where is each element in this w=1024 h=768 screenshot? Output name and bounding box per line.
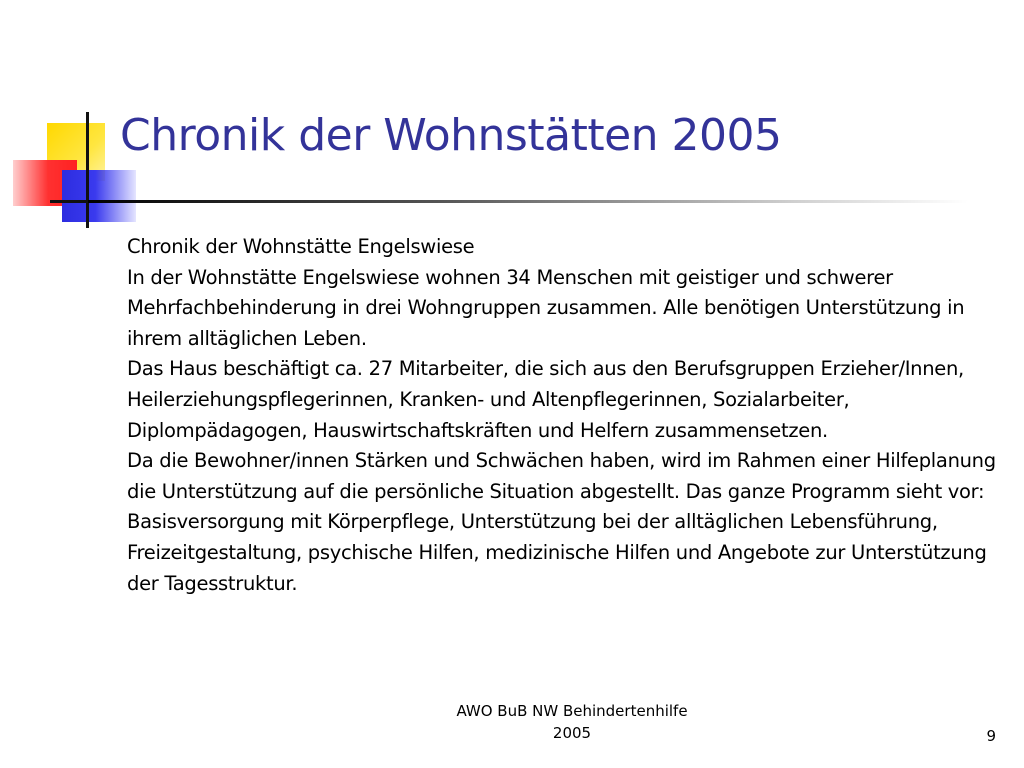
title-divider [88, 200, 968, 203]
body-paragraph-staff: Das Haus beschäftigt ca. 27 Mitarbeiter, die sich aus den Berufsgruppen Erzieher/Innen, Heilerziehungspflegerinnen, Kranken- und Altenpflegerinnen, Sozialarbeiter, Diplompädagogen, Hauswirtschaftskräften und Helfern zusammensetzen. [127, 357, 964, 442]
body-paragraph-residents: In der Wohnstätte Engelswiese wohnen 34 Menschen mit geistiger und schwerer Mehrfachbehinderung in drei Wohngruppen zusammen. Alle benötigen Unterstützung in ihrem alltäglichen Leben. [127, 265, 965, 350]
logo-vertical-line [86, 112, 89, 228]
slide-logo-graphic [0, 0, 140, 240]
footer-line-1: AWO BuB NW Behindertenhilfe [456, 702, 688, 720]
body-paragraph-heading: Chronik der Wohnstätte Engelswiese [127, 235, 475, 258]
slide-title: Chronik der Wohnstätten 2005 [120, 110, 782, 161]
slide-page-number: 9 [986, 727, 996, 745]
footer-organization [400, 700, 744, 744]
body-paragraph-program: Da die Bewohner/innen Stärken und Schwächen haben, wird im Rahmen einer Hilfeplanung die Unterstützung auf die persönliche Situation abgestellt. Das ganze Programm sieht vor: Basisversorgung mit Körperpflege, Unterstützung bei der alltäglichen Lebensführung, Freizeitgestaltung, psychische Hilfen, medizinische Hilfen und Angebote zur Unterstützung der Tagesstruktur. [127, 449, 996, 595]
slide-body [127, 232, 1007, 599]
logo-blue-square [62, 170, 136, 222]
footer-line-2: 2005 [552, 724, 592, 742]
